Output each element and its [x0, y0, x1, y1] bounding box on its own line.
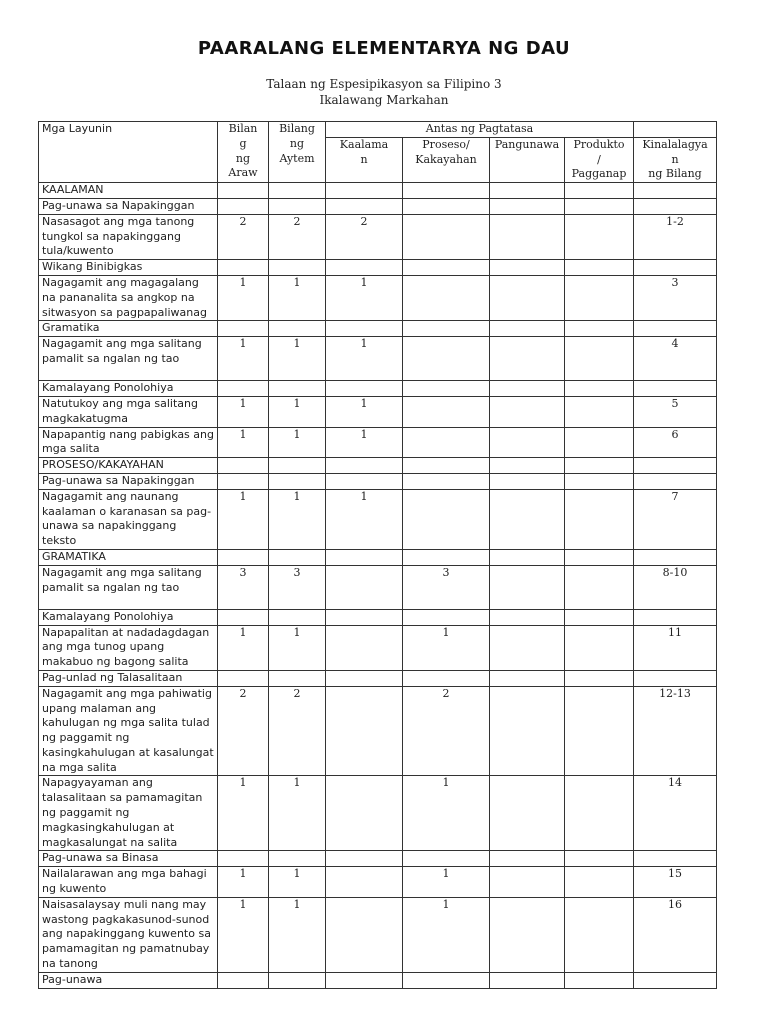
- section-label: Pag-unawa sa Napakinggan: [39, 473, 218, 489]
- knowledge-cell: [326, 565, 403, 609]
- header-product: Produkto / Pagganap: [565, 137, 634, 182]
- understanding-cell: [490, 686, 565, 776]
- specification-table: [38, 121, 717, 989]
- table-row: [39, 686, 717, 776]
- knowledge-cell: [326, 609, 403, 625]
- items-cell: 2: [269, 686, 326, 776]
- section-row: [39, 609, 717, 625]
- table-row: [39, 396, 717, 427]
- objective-cell: Napapantig nang pabigkas ang mga salita: [39, 427, 218, 458]
- understanding-cell: [490, 337, 565, 381]
- understanding-cell: [490, 625, 565, 670]
- location-cell: [634, 670, 717, 686]
- header-location: Kinalalagya n ng Bilang: [634, 137, 717, 182]
- process-cell: [403, 396, 490, 427]
- header-location-blank: [634, 122, 717, 138]
- items-cell: [269, 198, 326, 214]
- days-cell: 1: [218, 897, 269, 972]
- location-cell: 1-2: [634, 214, 717, 259]
- days-cell: [218, 609, 269, 625]
- knowledge-cell: 2: [326, 214, 403, 259]
- understanding-cell: [490, 275, 565, 320]
- process-cell: [403, 670, 490, 686]
- process-cell: 3: [403, 565, 490, 609]
- product-cell: [565, 609, 634, 625]
- understanding-cell: [490, 473, 565, 489]
- table-row: [39, 897, 717, 972]
- table-row: [39, 489, 717, 549]
- location-cell: [634, 851, 717, 867]
- process-cell: [403, 183, 490, 199]
- days-cell: 1: [218, 489, 269, 549]
- section-row: [39, 198, 717, 214]
- table-row: [39, 565, 717, 609]
- items-cell: 1: [269, 396, 326, 427]
- location-cell: [634, 381, 717, 397]
- days-cell: 1: [218, 867, 269, 898]
- understanding-cell: [490, 198, 565, 214]
- items-cell: 1: [269, 427, 326, 458]
- objective-cell: Nagagamit ang mga pahiwatig upang malaman ang kahulugan ng mga salita tulad ng paggamit ng kasingkahulugan at kasalungat na mga salita: [39, 686, 218, 776]
- location-cell: [634, 549, 717, 565]
- product-cell: [565, 686, 634, 776]
- location-cell: 3: [634, 275, 717, 320]
- header-understanding: Pangunawa: [490, 137, 565, 182]
- process-cell: [403, 972, 490, 988]
- location-cell: [634, 473, 717, 489]
- page-title: PAARALANG ELEMENTARYA NG DAU: [197, 38, 571, 59]
- section-row: [39, 458, 717, 474]
- items-cell: 1: [269, 625, 326, 670]
- objective-cell: Natutukoy ang mga salitang magkakatugma: [39, 396, 218, 427]
- process-cell: [403, 198, 490, 214]
- understanding-cell: [490, 972, 565, 988]
- understanding-cell: [490, 549, 565, 565]
- days-cell: [218, 198, 269, 214]
- knowledge-cell: [326, 260, 403, 276]
- section-label: Pag-unlad ng Talasalitaan: [39, 670, 218, 686]
- product-cell: [565, 337, 634, 381]
- understanding-cell: [490, 489, 565, 549]
- knowledge-cell: [326, 458, 403, 474]
- product-cell: [565, 776, 634, 851]
- quarter-label: Ikalawang Markahan: [319, 93, 449, 107]
- table-row: [39, 625, 717, 670]
- knowledge-cell: [326, 321, 403, 337]
- section-row: [39, 851, 717, 867]
- understanding-cell: [490, 867, 565, 898]
- section-row: [39, 549, 717, 565]
- days-cell: 1: [218, 625, 269, 670]
- days-cell: [218, 473, 269, 489]
- knowledge-cell: [326, 198, 403, 214]
- section-label: KAALAMAN: [39, 183, 218, 199]
- days-cell: [218, 260, 269, 276]
- days-cell: 3: [218, 565, 269, 609]
- process-cell: [403, 609, 490, 625]
- location-cell: [634, 260, 717, 276]
- knowledge-cell: [326, 867, 403, 898]
- section-label: Wikang Binibigkas: [39, 260, 218, 276]
- knowledge-cell: [326, 851, 403, 867]
- knowledge-cell: 1: [326, 337, 403, 381]
- table-row: [39, 427, 717, 458]
- objective-cell: Nagagamit ang naunang kaalaman o karanasan sa pag-unawa sa napakinggang teksto: [39, 489, 218, 549]
- section-row: [39, 381, 717, 397]
- objective-cell: Napapalitan at nadadagdagan ang mga tunog upang makabuo ng bagong salita: [39, 625, 218, 670]
- items-cell: 1: [269, 776, 326, 851]
- items-cell: [269, 972, 326, 988]
- knowledge-cell: [326, 549, 403, 565]
- header-process: Proseso/ Kakayahan: [403, 137, 490, 182]
- process-cell: [403, 458, 490, 474]
- knowledge-cell: 1: [326, 396, 403, 427]
- product-cell: [565, 625, 634, 670]
- process-cell: [403, 381, 490, 397]
- product-cell: [565, 396, 634, 427]
- understanding-cell: [490, 427, 565, 458]
- process-cell: [403, 214, 490, 259]
- objective-cell: Nailalarawan ang mga bahagi ng kuwento: [39, 867, 218, 898]
- location-cell: 4: [634, 337, 717, 381]
- items-cell: 1: [269, 275, 326, 320]
- items-cell: [269, 183, 326, 199]
- product-cell: [565, 275, 634, 320]
- understanding-cell: [490, 260, 565, 276]
- items-cell: 1: [269, 897, 326, 972]
- days-cell: [218, 183, 269, 199]
- understanding-cell: [490, 214, 565, 259]
- understanding-cell: [490, 776, 565, 851]
- product-cell: [565, 897, 634, 972]
- header-assessment-levels: Antas ng Pagtatasa: [326, 122, 634, 138]
- days-cell: 1: [218, 427, 269, 458]
- process-cell: 1: [403, 867, 490, 898]
- table-row: [39, 867, 717, 898]
- knowledge-cell: [326, 670, 403, 686]
- understanding-cell: [490, 381, 565, 397]
- process-cell: [403, 427, 490, 458]
- section-label: GRAMATIKA: [39, 549, 218, 565]
- header-days: Bilan g ng Araw: [218, 122, 269, 183]
- knowledge-cell: [326, 625, 403, 670]
- objective-cell: Naisasalaysay muli nang may wastong pagkakasunod-sunod ang napakinggang kuwento sa pamamagitan ng pamatnubay na tanong: [39, 897, 218, 972]
- process-cell: [403, 275, 490, 320]
- location-cell: [634, 609, 717, 625]
- days-cell: 1: [218, 396, 269, 427]
- items-cell: [269, 458, 326, 474]
- product-cell: [565, 183, 634, 199]
- knowledge-cell: [326, 183, 403, 199]
- items-cell: 3: [269, 565, 326, 609]
- location-cell: 11: [634, 625, 717, 670]
- product-cell: [565, 867, 634, 898]
- location-cell: 12-13: [634, 686, 717, 776]
- objective-cell: Nagagamit ang mga salitang pamalit sa ngalan ng tao: [39, 565, 218, 609]
- product-cell: [565, 549, 634, 565]
- days-cell: [218, 321, 269, 337]
- header-knowledge: Kaalama n: [326, 137, 403, 182]
- location-cell: 5: [634, 396, 717, 427]
- days-cell: 2: [218, 214, 269, 259]
- days-cell: 1: [218, 275, 269, 320]
- section-row: [39, 670, 717, 686]
- section-row: [39, 183, 717, 199]
- product-cell: [565, 214, 634, 259]
- understanding-cell: [490, 458, 565, 474]
- section-label: Pag-unawa sa Binasa: [39, 851, 218, 867]
- section-row: [39, 321, 717, 337]
- items-cell: [269, 851, 326, 867]
- understanding-cell: [490, 851, 565, 867]
- knowledge-cell: 1: [326, 427, 403, 458]
- section-label: Kamalayang Ponolohiya: [39, 381, 218, 397]
- days-cell: [218, 851, 269, 867]
- days-cell: [218, 670, 269, 686]
- section-label: PROSESO/KAKAYAHAN: [39, 458, 218, 474]
- section-label: Pag-unawa: [39, 972, 218, 988]
- objective-cell: Nagagamit ang mga salitang pamalit sa ngalan ng tao: [39, 337, 218, 381]
- location-cell: 16: [634, 897, 717, 972]
- product-cell: [565, 260, 634, 276]
- understanding-cell: [490, 396, 565, 427]
- location-cell: 6: [634, 427, 717, 458]
- understanding-cell: [490, 183, 565, 199]
- items-cell: [269, 473, 326, 489]
- process-cell: 1: [403, 897, 490, 972]
- product-cell: [565, 972, 634, 988]
- knowledge-cell: [326, 381, 403, 397]
- items-cell: [269, 260, 326, 276]
- location-cell: [634, 321, 717, 337]
- knowledge-cell: [326, 686, 403, 776]
- items-cell: [269, 609, 326, 625]
- table-row: [39, 275, 717, 320]
- section-label: Pag-unawa sa Napakinggan: [39, 198, 218, 214]
- objective-cell: Nasasagot ang mga tanong tungkol sa napakinggang tula/kuwento: [39, 214, 218, 259]
- process-cell: 2: [403, 686, 490, 776]
- items-cell: 2: [269, 214, 326, 259]
- days-cell: 1: [218, 337, 269, 381]
- items-cell: [269, 549, 326, 565]
- days-cell: [218, 381, 269, 397]
- objective-cell: Nagagamit ang magagalang na pananalita sa angkop na sitwasyon sa pagpapaliwanag: [39, 275, 218, 320]
- process-cell: 1: [403, 625, 490, 670]
- days-cell: 1: [218, 776, 269, 851]
- process-cell: [403, 337, 490, 381]
- product-cell: [565, 851, 634, 867]
- understanding-cell: [490, 609, 565, 625]
- product-cell: [565, 458, 634, 474]
- table-row: [39, 337, 717, 381]
- location-cell: [634, 972, 717, 988]
- knowledge-cell: [326, 473, 403, 489]
- days-cell: [218, 549, 269, 565]
- table-body: [39, 183, 717, 988]
- header-items: Bilang ng Aytem: [269, 122, 326, 183]
- product-cell: [565, 321, 634, 337]
- knowledge-cell: 1: [326, 275, 403, 320]
- location-cell: 7: [634, 489, 717, 549]
- objective-cell: Napagyayaman ang talasalitaan sa pamamagitan ng paggamit ng magkasingkahulugan at magkasalungat na salita: [39, 776, 218, 851]
- section-label: Kamalayang Ponolohiya: [39, 609, 218, 625]
- items-cell: 1: [269, 337, 326, 381]
- product-cell: [565, 427, 634, 458]
- process-cell: [403, 473, 490, 489]
- items-cell: [269, 381, 326, 397]
- product-cell: [565, 473, 634, 489]
- days-cell: 2: [218, 686, 269, 776]
- product-cell: [565, 381, 634, 397]
- understanding-cell: [490, 321, 565, 337]
- process-cell: [403, 851, 490, 867]
- knowledge-cell: [326, 897, 403, 972]
- knowledge-cell: [326, 972, 403, 988]
- location-cell: [634, 198, 717, 214]
- understanding-cell: [490, 897, 565, 972]
- section-row: [39, 260, 717, 276]
- document-subtitle: Talaan ng Espesipikasyon sa Filipino 3: [266, 77, 502, 91]
- header-objectives: Mga Layunin: [39, 122, 218, 183]
- process-cell: 1: [403, 776, 490, 851]
- location-cell: 14: [634, 776, 717, 851]
- items-cell: 1: [269, 867, 326, 898]
- product-cell: [565, 198, 634, 214]
- section-row: [39, 972, 717, 988]
- product-cell: [565, 670, 634, 686]
- understanding-cell: [490, 565, 565, 609]
- understanding-cell: [490, 670, 565, 686]
- location-cell: [634, 183, 717, 199]
- knowledge-cell: [326, 776, 403, 851]
- section-label: Gramatika: [39, 321, 218, 337]
- items-cell: [269, 321, 326, 337]
- process-cell: [403, 489, 490, 549]
- location-cell: 15: [634, 867, 717, 898]
- items-cell: 1: [269, 489, 326, 549]
- knowledge-cell: 1: [326, 489, 403, 549]
- location-cell: 8-10: [634, 565, 717, 609]
- process-cell: [403, 321, 490, 337]
- items-cell: [269, 670, 326, 686]
- section-row: [39, 473, 717, 489]
- process-cell: [403, 260, 490, 276]
- product-cell: [565, 565, 634, 609]
- table-row: [39, 214, 717, 259]
- table-row: [39, 776, 717, 851]
- days-cell: [218, 458, 269, 474]
- process-cell: [403, 549, 490, 565]
- days-cell: [218, 972, 269, 988]
- product-cell: [565, 489, 634, 549]
- location-cell: [634, 458, 717, 474]
